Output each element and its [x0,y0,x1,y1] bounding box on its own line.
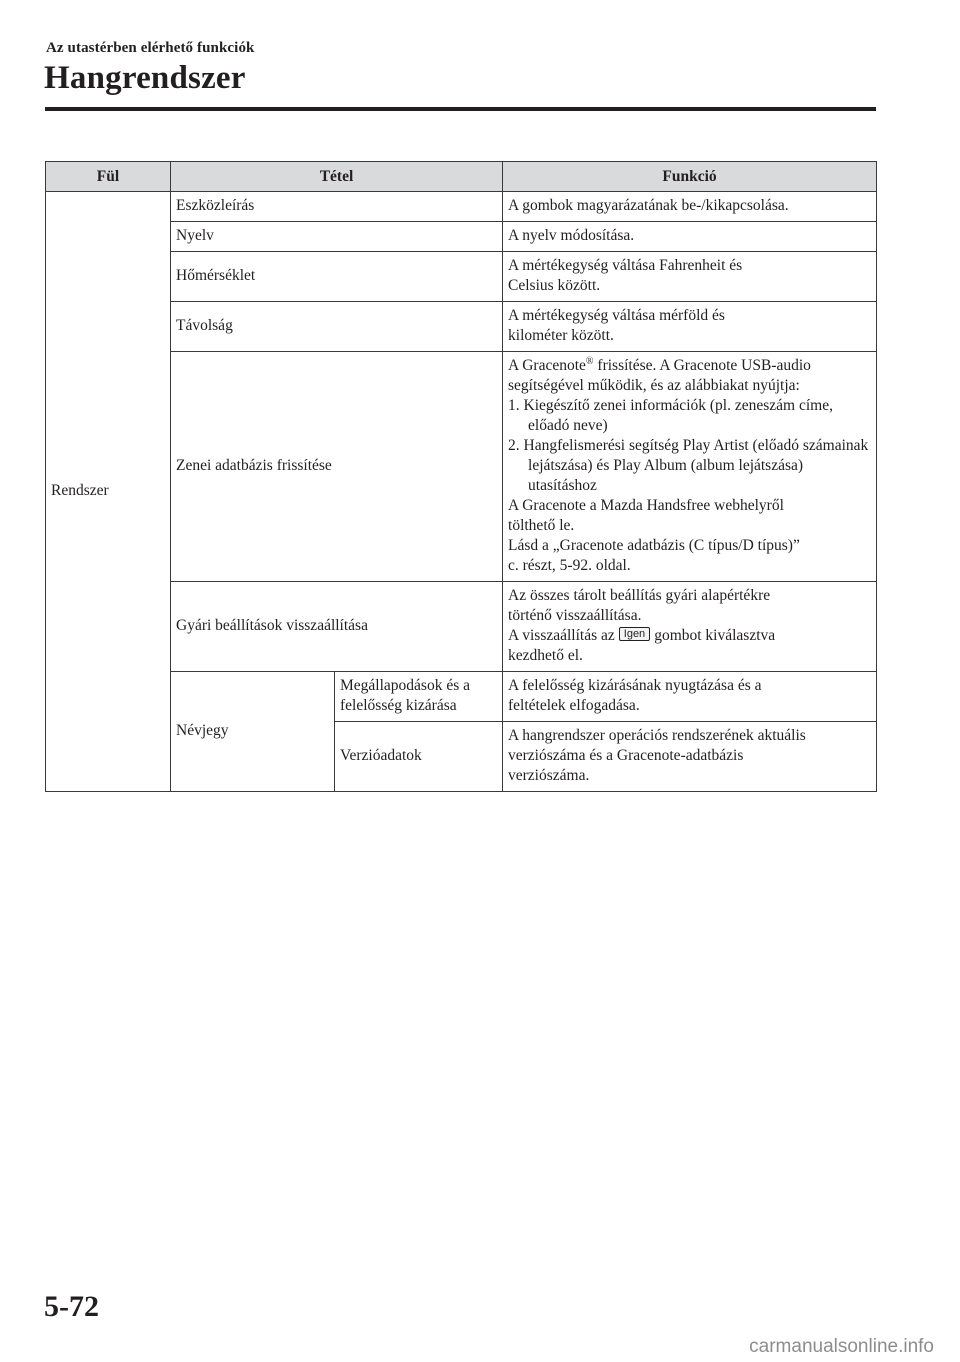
table-row [46,352,877,582]
function-cell [503,352,877,582]
function-line: verziószáma. [508,767,590,784]
function-line: kezdhető el. [508,647,583,664]
function-cell [503,672,877,722]
function-cell [503,582,877,672]
function-line: Lásd a „Gracenote adatbázis (C típus/D típus)” [508,537,800,554]
text-span: A Gracenote [508,357,586,374]
function-line: tölthető le. [508,517,575,534]
igen-button-label: Igen [619,627,650,641]
subitem-cell [335,672,503,722]
table-header-row [46,162,877,192]
function-cell [503,252,877,302]
table-row [46,222,877,252]
text-span: A visszaállítás az [508,627,615,644]
function-cell [503,302,877,352]
list-item: 1. Kiegészítő zenei információk (pl. zeneszám címe, előadó neve) [508,397,833,434]
function-line: A hangrendszer operációs rendszerének aktuális [508,727,806,744]
function-line: Celsius között. [508,277,601,294]
page-number: 5-72 [44,1290,99,1323]
item-cell: Gyári beállítások visszaállítása [171,582,503,672]
header-function: Funkció [503,162,877,192]
settings-table [45,161,877,792]
function-cell [503,722,877,792]
text-span: frissítése. A Gracenote USB-audio [593,357,811,374]
function-line: kilométer között. [508,327,614,344]
function-line [508,626,871,646]
function-line: segítségével működik, és az alábbiakat nyújtja: [508,377,800,394]
table-row [46,672,877,722]
table-row [46,252,877,302]
title-rule [45,107,876,111]
text-span: gombot kiválasztva [654,627,776,644]
item-cell: Zenei adatbázis frissítése [171,352,503,582]
header-tab: Fül [46,162,171,192]
function-line: A mértékegység váltása Fahrenheit és [508,257,743,274]
table-row [46,582,877,672]
function-cell: A nyelv módosítása. [503,222,877,252]
subitem-line: Megállapodások és a [340,677,470,694]
subitem-line: felelősség kizárása [340,697,457,714]
function-line: c. részt, 5-92. oldal. [508,557,631,574]
watermark: carmanualsonline.info [749,1336,934,1357]
subitem-cell: Verzióadatok [335,722,503,792]
page-title: Hangrendszer [44,60,246,96]
function-cell: A gombok magyarázatának be-/kikapcsolása. [503,192,877,222]
function-line: A Gracenote a Mazda Handsfree webhelyről [508,497,784,514]
function-line [508,356,871,376]
section-label: Az utastérben elérhető funkciók [46,40,255,56]
item-cell: Távolság [171,302,503,352]
function-line: Az összes tárolt beállítás gyári alapértékre [508,587,771,604]
item-cell: Eszközleírás [171,192,503,222]
function-line: verziószáma és a Gracenote-adatbázis [508,747,744,764]
item-cell: Névjegy [171,672,335,792]
function-line: A felelősség kizárásának nyugtázása és a [508,677,762,694]
item-cell: Nyelv [171,222,503,252]
list-item: 2. Hangfelismerési segítség Play Artist (előadó számainak lejátszása) és Play Album (album lejátszása) utasításhoz [508,437,869,494]
tab-cell-rendszer: Rendszer [46,192,171,792]
registered-mark: ® [585,356,594,367]
table-row [46,302,877,352]
table-row [46,192,877,222]
function-line: feltételek elfogadása. [508,697,640,714]
item-cell: Hőmérséklet [171,252,503,302]
header-item: Tétel [171,162,503,192]
function-line: A mértékegység váltása mérföld és [508,307,725,324]
function-line: történő visszaállítása. [508,607,642,624]
